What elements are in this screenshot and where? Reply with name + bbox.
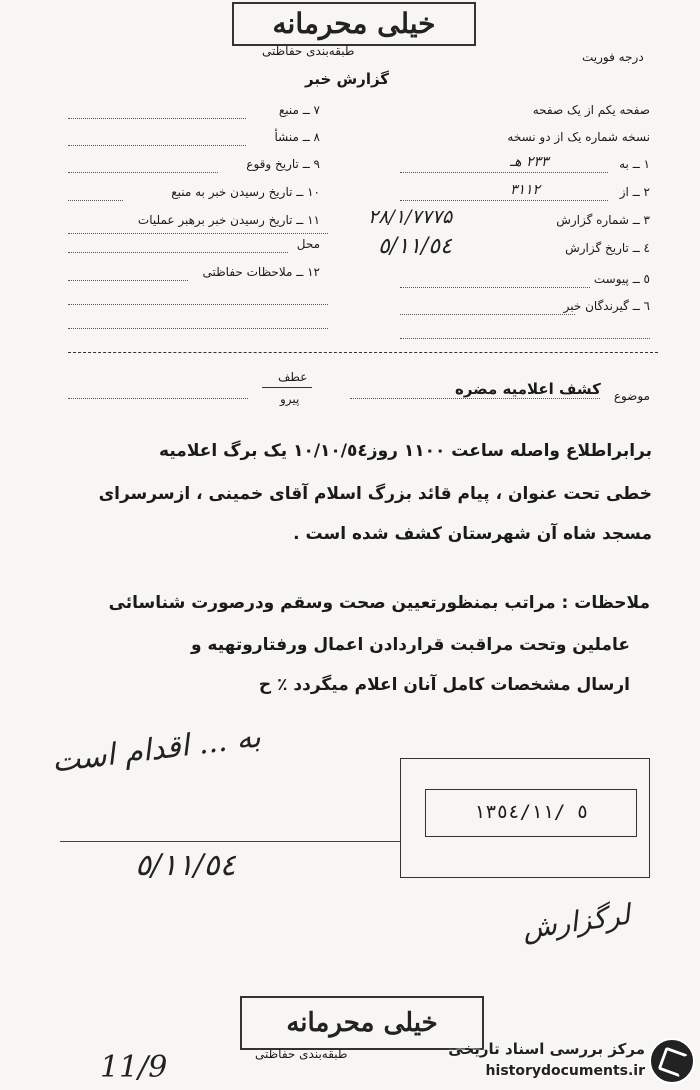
- field-from: ۲ ــ از: [619, 185, 650, 199]
- field-report-date: ٤ ــ تاریخ گزارش: [565, 241, 650, 255]
- report-title: گزارش خبر: [305, 70, 390, 88]
- field-to-value: ۲۳۳ هـ: [510, 154, 549, 170]
- reference-top: عطف: [278, 370, 308, 384]
- watermark-title: مرکز بررسی اسناد تاریخی: [448, 1040, 645, 1058]
- notes-line-2: عاملین وتحت مراقبت قراردادن اعمال ورفتاروتهیه و: [190, 635, 630, 655]
- field-page: صفحه یکم از یک صفحه: [532, 103, 650, 117]
- watermark-url: historydocuments.ir: [485, 1063, 645, 1079]
- field-event-date-line: [68, 172, 218, 173]
- handwritten-note: لرگزارش: [520, 897, 633, 946]
- field-received-source-line: [68, 200, 123, 201]
- received-date: ۱۳٥٤/۱۱/ ٥: [473, 801, 589, 823]
- field-place-line: [68, 252, 288, 253]
- field-report-number-value: ۲۸/۱/۷۷۷۵: [368, 206, 453, 228]
- body-line-3: مسجد شاه آن شهرستان کشف شده است .: [293, 524, 652, 544]
- subject-label: موضوع: [613, 389, 650, 403]
- field-received-ops: ۱۱ ــ تاریخ رسیدن خبر برهبر عملیات: [137, 213, 320, 227]
- received-date-box: [400, 758, 650, 878]
- handwritten-date: ٥/١١/٥٤: [135, 848, 236, 883]
- field-notes-line-3: [68, 328, 328, 329]
- subject-line: [350, 398, 600, 399]
- top-classification-stamp: خیلی محرمانه: [232, 2, 476, 46]
- field-from-value: ۳۱۱۲: [510, 182, 541, 198]
- watermark-logo-icon: [649, 1038, 695, 1084]
- notes-line-1: ملاحظات : مراتب بمنظورتعیین صحت وسقم ودرصورت شناسائی: [108, 593, 650, 613]
- handwritten-annotation: به ... اقدام است: [50, 719, 263, 780]
- field-received-source: ۱۰ ــ تاریخ رسیدن خبر به منبع: [171, 185, 320, 199]
- watermark: [445, 1032, 695, 1087]
- field-attachment: ٥ ــ پیوست: [593, 272, 650, 286]
- field-notes-line-2: [68, 304, 328, 305]
- body-line-2: خطی تحت عنوان ، پیام قائد بزرگ اسلام آقای خمینی ، ازسرسرای: [98, 484, 652, 504]
- reference-line: [68, 398, 248, 399]
- reference-divider: [262, 387, 312, 388]
- header-separator: [68, 352, 658, 353]
- classification-label: طبقه‌بندی حفاظتی: [262, 44, 355, 58]
- field-source-line: [68, 118, 246, 119]
- field-report-number: ۳ ــ شماره گزارش: [556, 213, 650, 227]
- field-from-line: [400, 200, 608, 201]
- urgency-label: درجه فوریت: [582, 50, 644, 64]
- footer-code: 11/9: [100, 1050, 168, 1085]
- subject-value: کشف اعلامیه مضره: [455, 380, 601, 398]
- field-place: محل: [296, 237, 320, 251]
- field-event-date: ۹ ــ تاریخ وقوع: [246, 157, 320, 171]
- bottom-classification-label: طبقه‌بندی حفاظتی: [255, 1047, 348, 1061]
- field-notes: ۱۲ ــ ملاحظات حفاظتی: [202, 265, 320, 279]
- field-copy: نسخه شماره یک از دو نسخه: [507, 130, 650, 144]
- field-to: ۱ ــ به: [619, 157, 650, 171]
- handwritten-date-underline: [60, 841, 400, 842]
- field-to-line: [400, 172, 608, 173]
- field-report-date-value: ٥/١١/٥٤: [378, 234, 452, 259]
- body-line-1: برابراطلاع واصله ساعت ۱۱۰۰ روز۱۰/۱۰/٥٤ یک برگ اعلامیه: [159, 441, 652, 461]
- field-recipients-line-2: [400, 338, 650, 339]
- reference-bottom: پیرو: [280, 392, 300, 406]
- field-recipients-line: [400, 314, 575, 315]
- notes-line-3: ارسال مشخصات کامل آنان اعلام میگردد ٪ ح: [258, 675, 630, 695]
- field-recipients: ٦ ــ گیرندگان خبر: [563, 299, 650, 313]
- field-attachment-line: [400, 287, 590, 288]
- field-origin-line: [68, 145, 246, 146]
- bottom-classification-stamp: خیلی محرمانه: [240, 996, 484, 1050]
- field-notes-line: [68, 280, 188, 281]
- received-date-inner-box: [425, 789, 637, 837]
- field-received-ops-line: [68, 233, 328, 234]
- field-origin: ۸ ــ منشأ: [274, 130, 320, 144]
- field-source: ۷ ــ منبع: [278, 103, 320, 117]
